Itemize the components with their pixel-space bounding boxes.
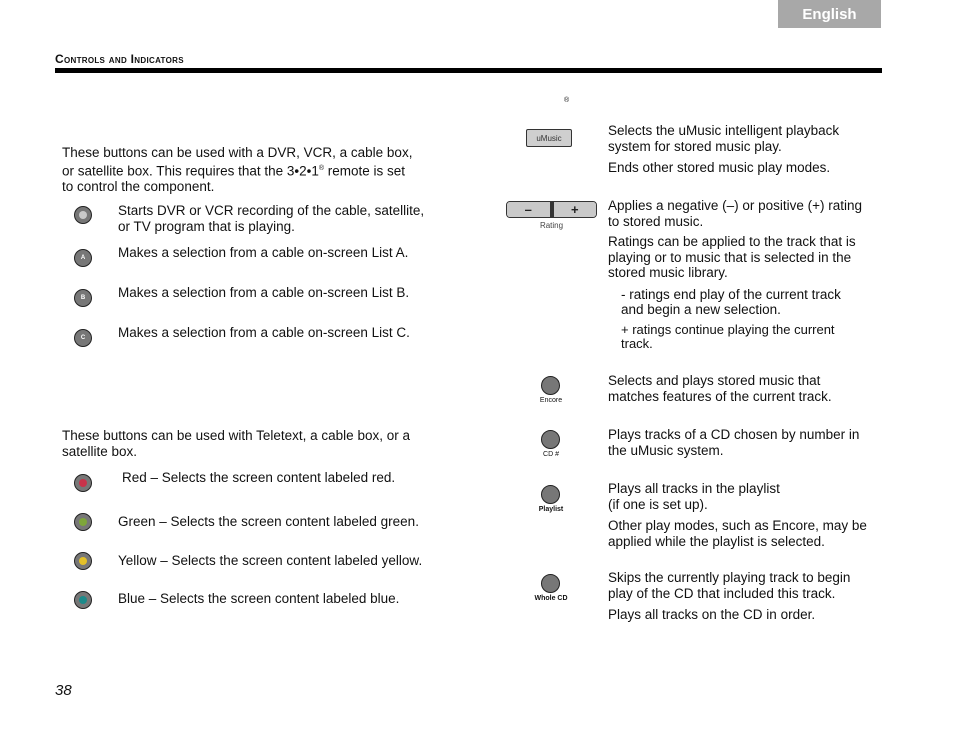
- whole-cd-desc: Skips the currently playing track to begin play of the CD that included this track. Plays all tracks on the CD in order.: [608, 570, 851, 622]
- rating-minus-button: –: [507, 202, 550, 217]
- red-dot-icon: [79, 479, 87, 487]
- record-button: [74, 206, 92, 224]
- rating-caption: Rating: [539, 221, 564, 230]
- registered-mark: ®: [564, 97, 570, 104]
- whole-cd-button: [541, 574, 560, 593]
- group1-intro: These buttons can be used with a DVR, VCR, a cable box, or satellite box. This requires that the 3•2•1® remote is set to control the component.: [62, 145, 413, 194]
- section-title: Controls and Indicators: [55, 52, 184, 66]
- playlist-desc: Plays all tracks in the playlist (if one is set up). Other play modes, such as Encore, may be applied while the playlist is selected.: [608, 481, 867, 549]
- header-rule: [55, 68, 882, 73]
- list-a-desc: Makes a selection from a cable on-screen List A.: [118, 245, 409, 260]
- rating-desc: Applies a negative (–) or positive (+) rating to stored music. Ratings can be applied to the track that is playing or to music that is selected in the stored music library. - ratings end play of the current track and begin a new selection. + ratings continue playing the current track.: [608, 198, 863, 351]
- page-number: 38: [55, 682, 72, 699]
- encore-desc: Selects and plays stored music that matches features of the current track.: [608, 373, 832, 404]
- green-dot-icon: [79, 518, 87, 526]
- whole-cd-caption: Whole CD: [534, 595, 568, 602]
- cd-number-caption: CD #: [543, 451, 559, 458]
- encore-button: [541, 376, 560, 395]
- rating-plus-button: +: [554, 202, 597, 217]
- playlist-caption: Playlist: [538, 506, 564, 513]
- yellow-button: [74, 552, 92, 570]
- list-c-desc: Makes a selection from a cable on-screen List C.: [118, 325, 410, 340]
- record-desc: Starts DVR or VCR recording of the cable, satellite, or TV program that is playing.: [118, 203, 425, 234]
- umusic-desc: Selects the uMusic intelligent playback system for stored music play. Ends other stored music play modes.: [608, 123, 840, 175]
- cd-number-button: [541, 430, 560, 449]
- yellow-desc: Yellow – Selects the screen content labeled yellow.: [118, 553, 423, 568]
- cd-number-desc: Plays tracks of a CD chosen by number in the uMusic system.: [608, 427, 860, 458]
- blue-desc: Blue – Selects the screen content labeled blue.: [118, 591, 400, 606]
- blue-dot-icon: [79, 596, 87, 604]
- list-c-button: C: [74, 329, 92, 347]
- rating-button: [506, 201, 597, 218]
- red-button: [74, 474, 92, 492]
- language-tab-label: English: [802, 5, 857, 23]
- list-a-button: A: [74, 249, 92, 267]
- green-button: [74, 513, 92, 531]
- umusic-button: uMusic: [526, 129, 572, 147]
- list-b-desc: Makes a selection from a cable on-screen List B.: [118, 285, 410, 300]
- list-b-button: B: [74, 289, 92, 307]
- red-desc: Red – Selects the screen content labeled red.: [122, 470, 396, 485]
- group2-intro: These buttons can be used with Teletext, a cable box, or a satellite box.: [62, 428, 410, 459]
- green-desc: Green – Selects the screen content labeled green.: [118, 514, 419, 529]
- yellow-dot-icon: [79, 557, 87, 565]
- language-tab-english[interactable]: [778, 0, 881, 28]
- encore-caption: Encore: [539, 397, 563, 404]
- record-icon: [79, 211, 87, 219]
- blue-button: [74, 591, 92, 609]
- playlist-button: [541, 485, 560, 504]
